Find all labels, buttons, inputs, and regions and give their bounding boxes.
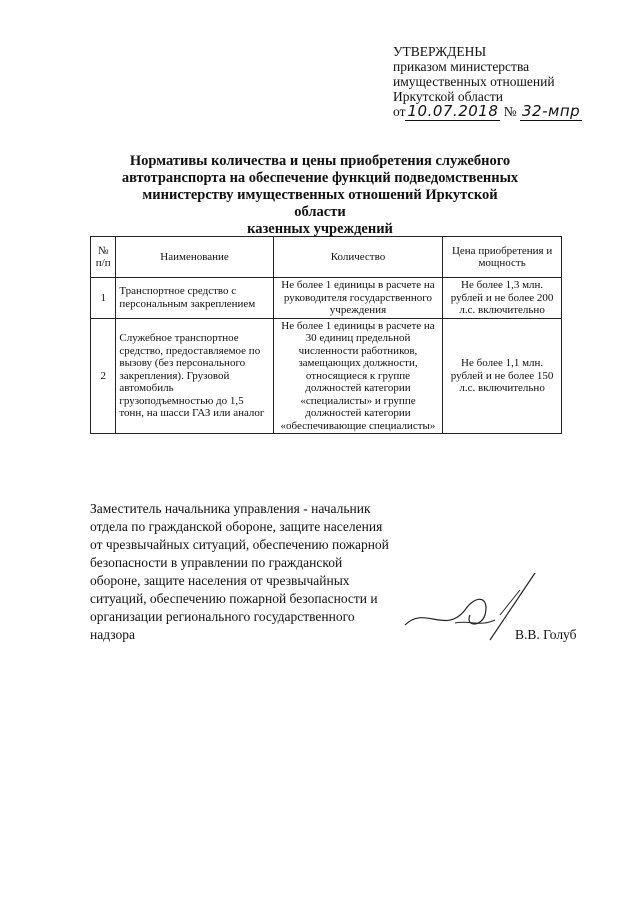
table-header-row: [91, 237, 562, 278]
title-line: Нормативы количества и цены приобретения служебного: [129, 153, 511, 169]
row-price: Не более 1,1 млн. рублей и не более 150 л.с. включительно: [443, 318, 562, 434]
approval-region-line: Иркутской области: [393, 89, 504, 104]
approval-heading: УТВЕРЖДЕНЫ: [393, 44, 487, 59]
row-num: 2: [91, 318, 116, 434]
approval-date: 10.07.2018: [407, 102, 499, 120]
signer-position-line: надзора: [90, 627, 135, 642]
approval-number-label: №: [503, 104, 517, 119]
row-name: Служебное транспортное средство, предоставляемое по вызову (без персонального закрепления). Грузовой автомобиль грузоподъемностью до 1,5 тонн, на шасси ГАЗ или аналог: [116, 318, 273, 434]
row-qty: Не более 1 единицы в расчете на 30 единиц предельной численности работников, замещающих должности, относящиеся к группе должностей категории «специалисты» и группе должностей категории «обеспечивающие специалисты»: [273, 318, 443, 434]
row-qty: Не более 1 единицы в расчете на руководителя государственного учреждения: [273, 278, 443, 319]
signer-position-line: от чрезвычайных ситуаций, обеспечению пожарной: [90, 537, 389, 552]
row-num: 1: [91, 278, 116, 319]
signer-position-line: Заместитель начальника управления - начальник: [90, 501, 371, 516]
approval-date-number-line: [393, 104, 613, 119]
row-price: Не более 1,3 млн. рублей и не более 200 л.с. включительно: [443, 278, 562, 319]
table-row: [91, 278, 562, 319]
header-qty: Количество: [273, 237, 443, 278]
signer-position-line: отдела по гражданской обороне, защите населения: [90, 519, 383, 534]
approval-ministry-line: имущественных отношений: [393, 74, 555, 89]
approval-number: 32-мпр: [522, 102, 581, 120]
approval-from-label: от: [393, 104, 406, 119]
signer-position-line: безопасности в управлении по гражданской: [90, 555, 343, 570]
norms-table: [90, 236, 562, 434]
title-line: казенных учреждений: [247, 221, 393, 237]
header-num: № п/п: [91, 237, 116, 278]
title-line: министерству имущественных отношений Иркутской области: [142, 187, 498, 220]
header-price: Цена приобретения и мощность: [443, 237, 562, 278]
signer-name: В.В. Голуб: [515, 627, 577, 642]
signer-position-line: ситуаций, обеспечению пожарной безопасности и: [90, 591, 378, 606]
signer-position-line: организации регионального государственного: [90, 609, 355, 624]
row-name: Транспортное средство с персональным закреплением: [116, 278, 273, 319]
approval-stamp: [393, 44, 613, 119]
signer-position-line: обороне, защите населения от чрезвычайных: [90, 573, 350, 588]
approval-order-line: приказом министерства: [393, 59, 530, 74]
header-name: Наименование: [116, 237, 273, 278]
document-title: [120, 153, 520, 238]
table-row: [91, 318, 562, 434]
title-line: автотранспорта на обеспечение функций подведомственных: [121, 170, 519, 186]
